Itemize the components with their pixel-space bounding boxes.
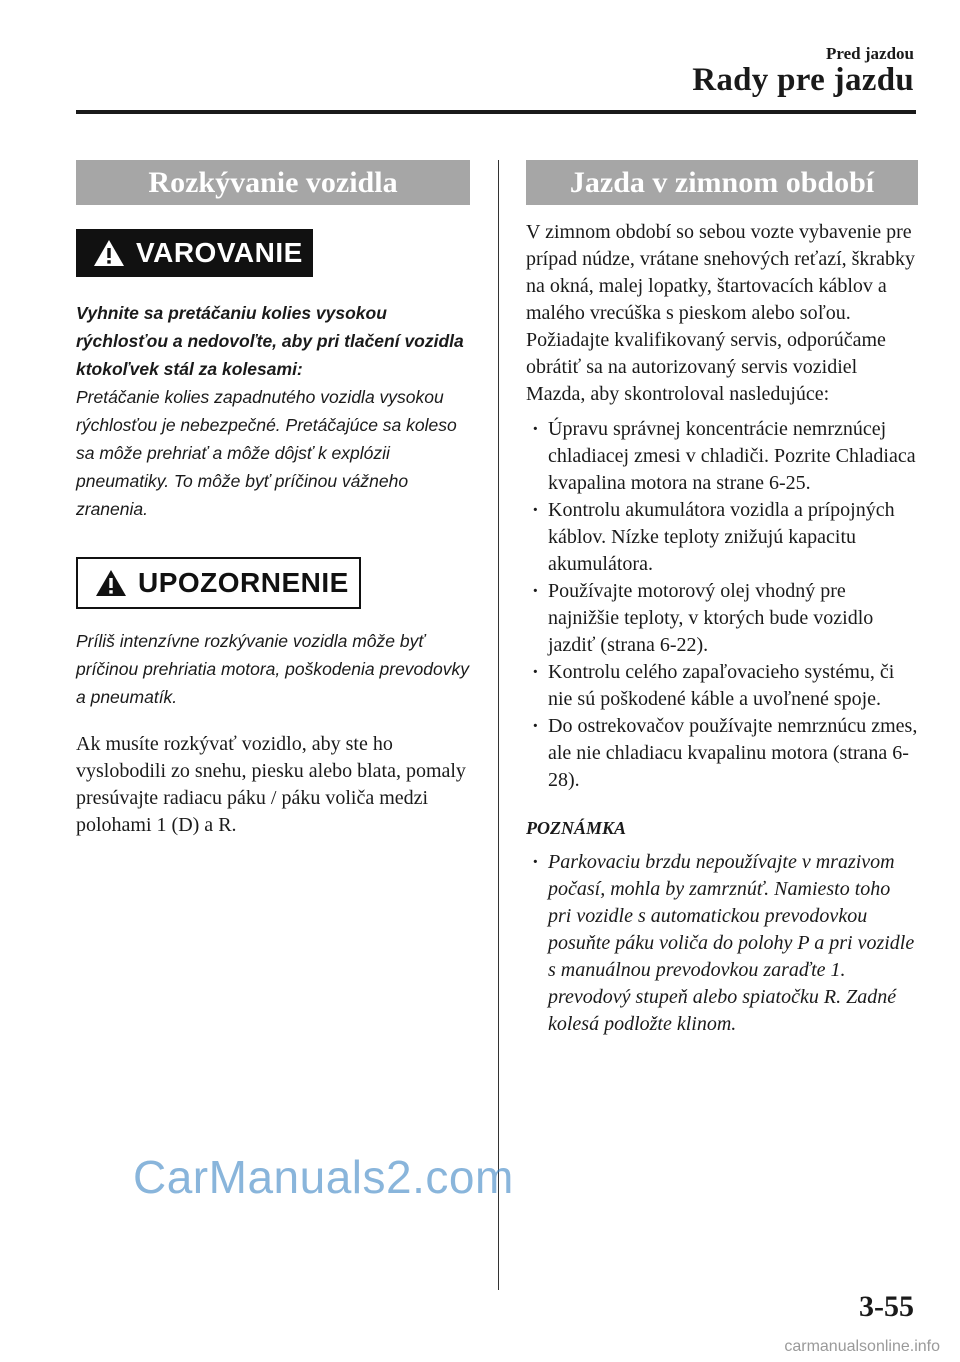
list-item: · Používajte motorový olej vhodný pre najnižšie teploty, v ktorých bude vozidlo jazdiť (strana 6-22). — [526, 578, 918, 659]
rocking-body-text: Ak musíte rozkývať vozidlo, aby ste ho vyslobodili zo snehu, piesku alebo blata, pomaly presúvajte radiacu páku / páku voliča medzi polohami 1 (D) a R. — [76, 733, 466, 836]
header-chapter: Pred jazdou — [826, 44, 914, 63]
watermark-logo: CarManuals2.com — [133, 1151, 514, 1203]
winter-checklist — [526, 416, 918, 794]
warning-bold-text: Vyhnite sa pretáčaniu kolies vysokou rýchlosťou a nedovoľte, aby pri tlačení vozidla ktokoľvek stál za kolesami: — [76, 303, 464, 379]
winter-intro-text: V zimnom období so sebou vozte vybavenie pre prípad núdze, vrátane snehových reťazí, škrabky na okná, malej lopatky, štartovacích káblov a malého vrecúška s pieskom alebo soľou. Požiadajte kvalifikovaný servis, odporúčame obrátiť sa na autorizovaný servis vozidiel Mazda, aby skontroloval nasledujúce: — [526, 221, 915, 405]
warning-box — [76, 229, 313, 277]
list-item: · Kontrolu akumulátora vozidla a prípojných káblov. Nízke teploty znižujú kapacitu akumulátora. — [526, 497, 918, 578]
warning-text: Pretáčanie kolies zapadnutého vozidla vysokou rýchlosťou je nebezpečné. Pretáčajúce sa koleso sa môže prehriať a môže dôjsť k explózii pneumatiky. To môže byť príčinou vážneho zranenia. — [76, 387, 457, 519]
list-item: · Úpravu správnej koncentrácie nemrznúcej chladiacej zmesi v chladiči. Pozrite Chladiaca kvapalina motora na strane 6-25. — [526, 416, 918, 497]
section-heading-rocking: Rozkývanie vozidla — [76, 160, 470, 205]
column-divider — [498, 160, 499, 1290]
note-item: · Parkovaciu brzdu nepoužívajte v mrazivom počasí, mohla by zamrznúť. Namiesto toho pri vozidle s automatickou prevodovkou posuňte páku voliča do polohy P a pri vozidle s manuálnou prevodovkou zaraďte 1. prevodový stupeň alebo spiatočku R. Zadné kolesá podložte klinom. — [526, 849, 918, 1038]
header-section-title: Rady pre jazdu — [692, 62, 914, 98]
header-rule — [76, 110, 916, 114]
list-item: · Kontrolu celého zapaľovacieho systému, či nie sú poškodené káble a uvoľnené spoje. — [526, 659, 918, 713]
caution-triangle-icon — [94, 568, 128, 598]
caution-box — [76, 557, 361, 609]
caution-label: UPOZORNENIE — [138, 567, 349, 598]
right-column — [526, 160, 918, 1038]
note-heading: POZNÁMKA — [526, 818, 627, 838]
note-list — [526, 849, 918, 1038]
caution-text: Príliš intenzívne rozkývanie vozidla môže byť príčinou prehriatia motora, poškodenia prevodovky a pneumatík. — [76, 631, 469, 707]
warning-label: VAROVANIE — [136, 237, 303, 268]
list-item: · Do ostrekovačov používajte nemrznúcu zmes, ale nie chladiacu kvapalinu motora (strana 6-28). — [526, 713, 918, 794]
warning-triangle-icon — [92, 238, 126, 268]
section-heading-winter: Jazda v zimnom období — [526, 160, 918, 205]
page-number: 3-55 — [859, 1290, 914, 1323]
footer-site-link[interactable]: carmanualsonline.info — [784, 1338, 940, 1355]
left-column — [76, 160, 470, 839]
